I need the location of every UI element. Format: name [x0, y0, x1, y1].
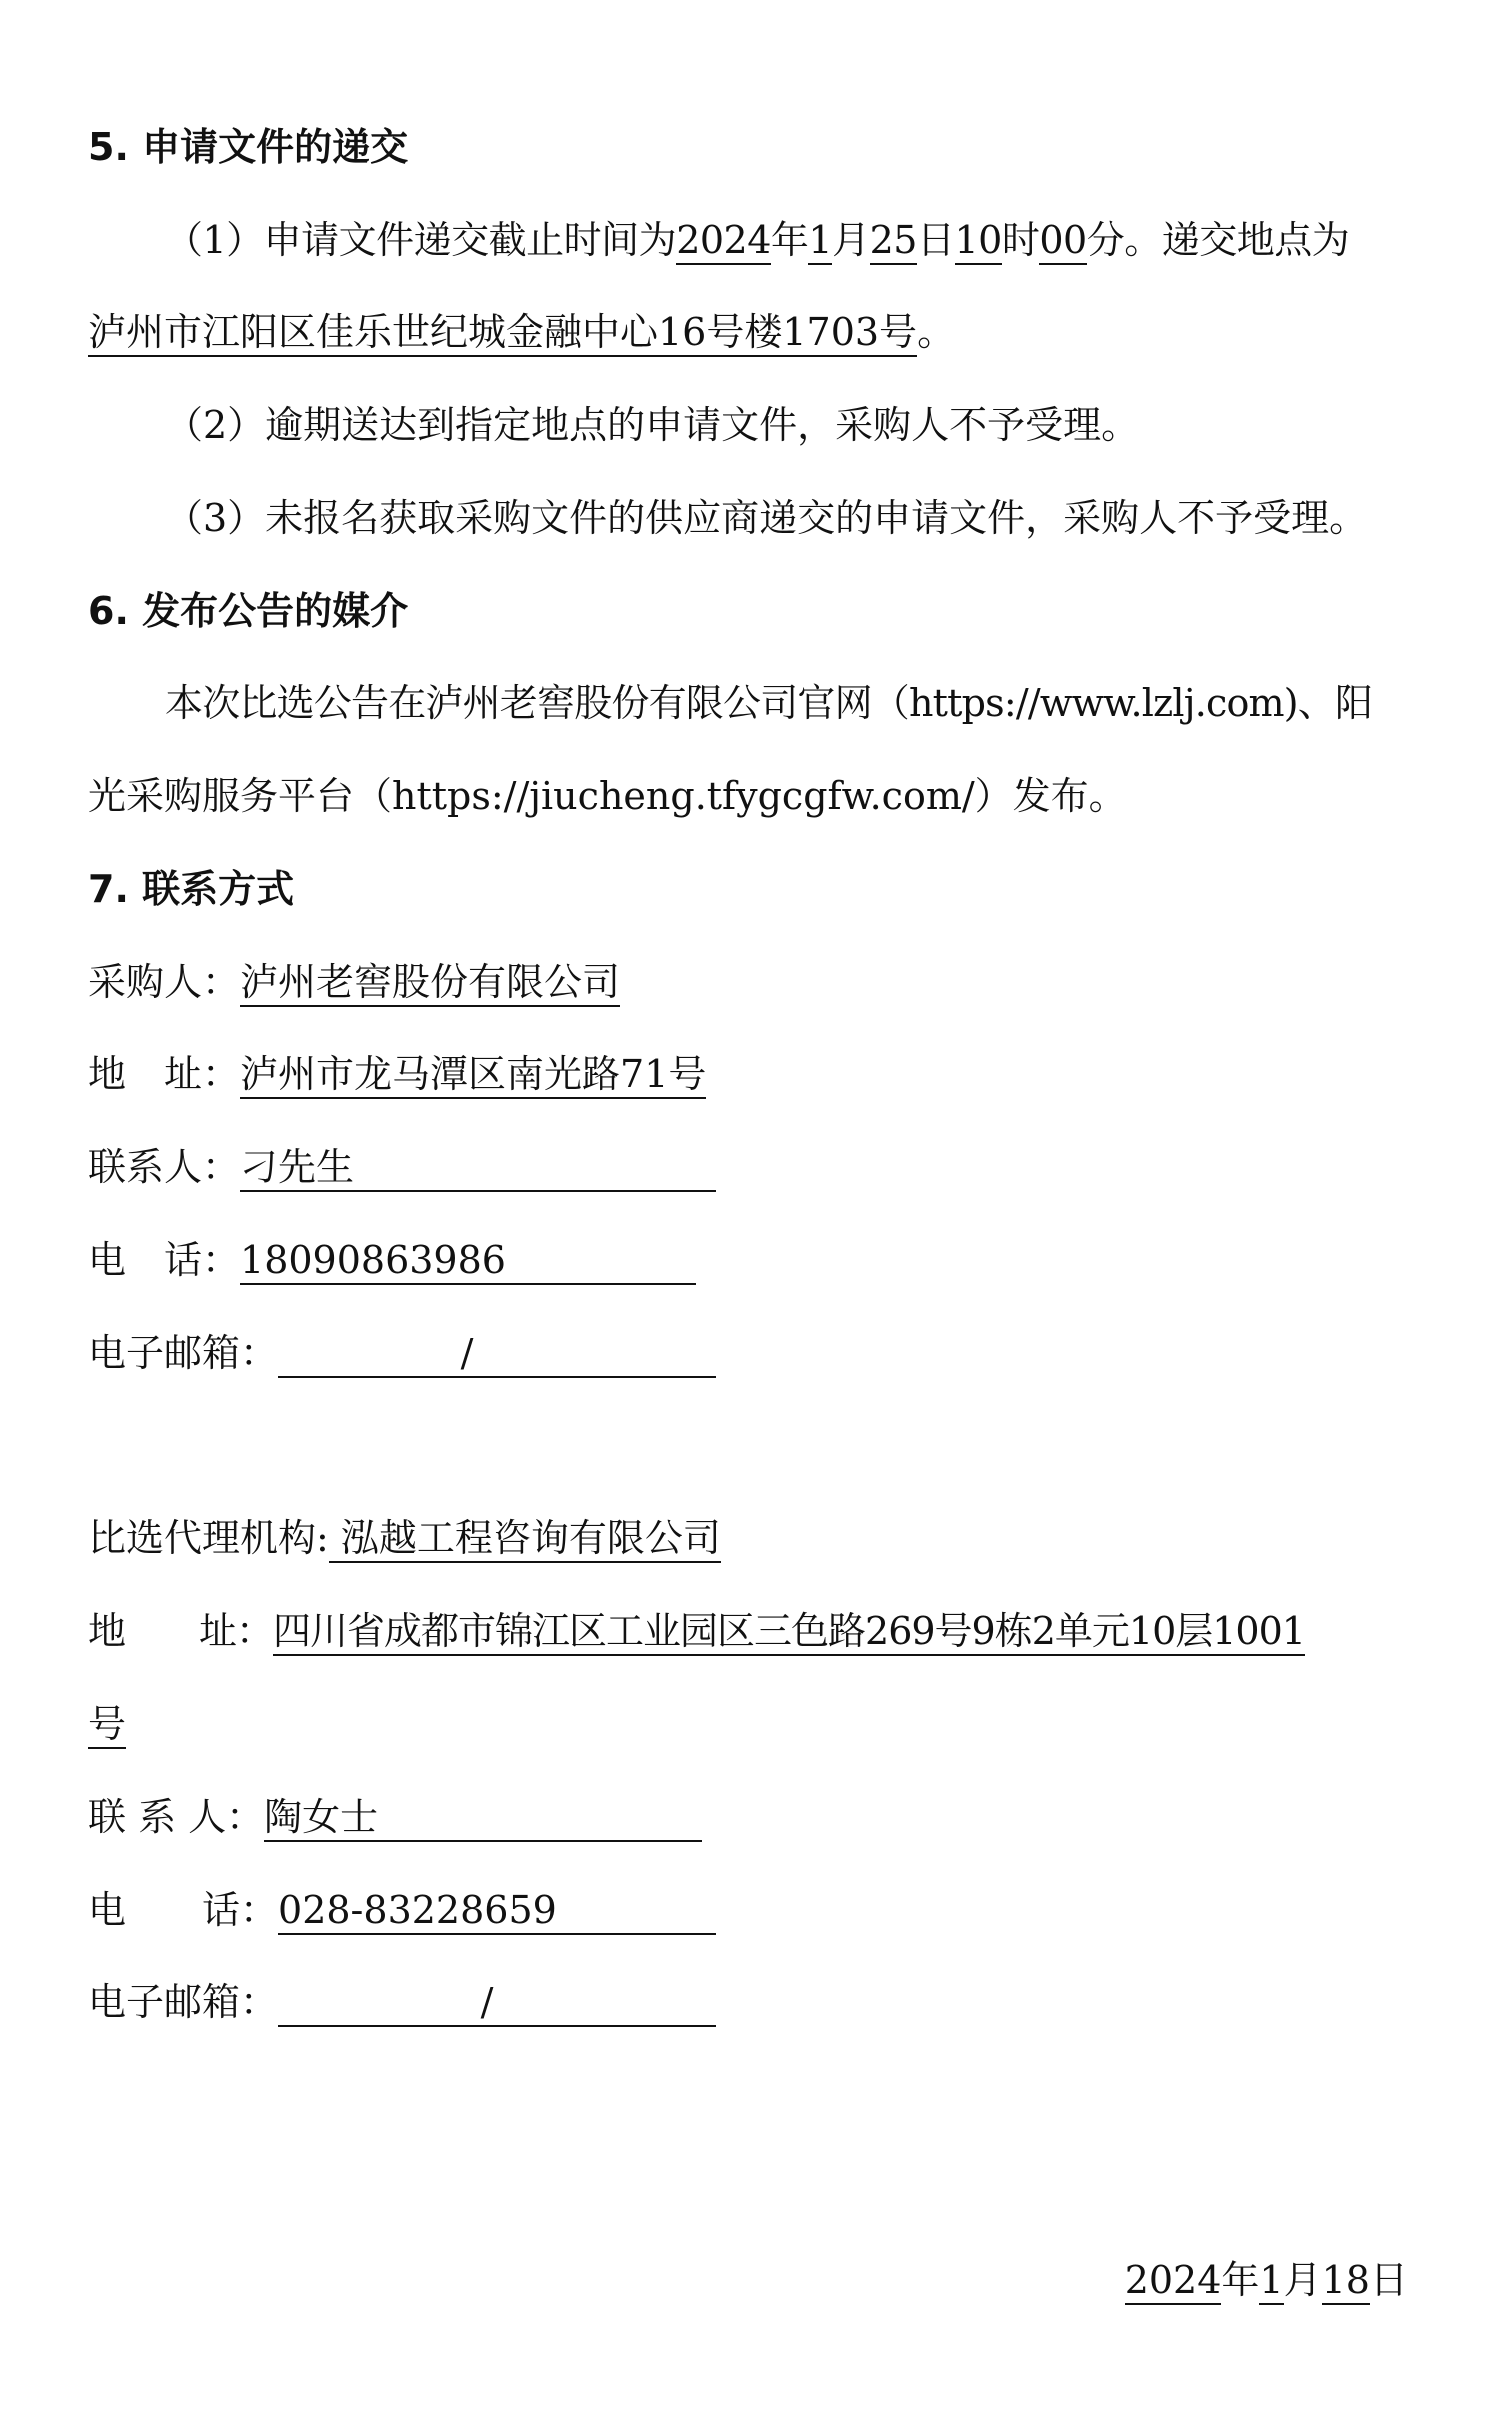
label: 电 话：: [88, 1888, 279, 1932]
purchaser-contact: 刁先生: [240, 1144, 716, 1192]
unit: 月: [832, 218, 870, 262]
agency-name: 泓越工程咨询有限公司: [329, 1515, 721, 1563]
unregistered-rule: （3）未报名获取采购文件的供应商递交的申请文件，采购人不予受理。: [165, 496, 1368, 540]
submission-location-line: [88, 306, 955, 358]
purchaser-phone-row: [88, 1234, 696, 1286]
purchaser-address: 泸州市龙马潭区南光路71号: [240, 1051, 706, 1099]
unit: 日: [916, 218, 955, 262]
agency-address-row: [88, 1605, 1305, 1657]
agency-email: /: [278, 1979, 716, 2027]
purchaser-email: /: [278, 1330, 716, 1378]
media-line-1: 本次比选公告在泸州老窖股份有限公司官网（https://www.lzlj.com)、阳: [165, 681, 1373, 725]
deadline-minute: 00: [1039, 217, 1086, 265]
agency-phone: 028-83228659: [278, 1887, 716, 1935]
deadline-hour: 10: [955, 217, 1002, 265]
label: 电 话：: [88, 1238, 241, 1282]
unit: 分。递交地点为: [1086, 218, 1350, 262]
label: 采购人：: [88, 960, 241, 1004]
section-6-heading: 6. 发布公告的媒介: [88, 589, 409, 633]
label: 联系人：: [88, 1145, 241, 1189]
agency-contact-row: [88, 1791, 702, 1843]
unit: 日: [1369, 2258, 1408, 2302]
unit: 月: [1283, 2258, 1322, 2302]
media-line-2: 光采购服务平台（https://jiucheng.tfygcgfw.com/）发布。: [88, 774, 1127, 818]
unit: 时: [1001, 218, 1040, 262]
agency-phone-row: [88, 1884, 716, 1936]
punct: 。: [917, 310, 956, 354]
document-date: [1125, 2254, 1408, 2306]
agency-contact: 陶女士: [264, 1794, 702, 1842]
agency-email-row: [88, 1976, 716, 2028]
agency-address: 四川省成都市锦江区工业园区三色路269号9栋2单元10层1001: [273, 1608, 1305, 1656]
date-day: 18: [1322, 2257, 1370, 2305]
deadline-paragraph: [165, 214, 1349, 266]
submission-location: 泸州市江阳区佳乐世纪城金融中心16号楼1703号: [88, 309, 917, 357]
section-5-heading: 5. 申请文件的递交: [88, 125, 409, 169]
deadline-year: 2024: [676, 217, 771, 265]
deadline-month: 1: [808, 217, 832, 265]
label: 联 系 人：: [88, 1795, 265, 1839]
label: 电子邮箱：: [88, 1980, 279, 2024]
date-month: 1: [1259, 2257, 1283, 2305]
purchaser-name: 泸州老窖股份有限公司: [240, 959, 620, 1007]
unit: 年: [1221, 2258, 1260, 2302]
deadline-prefix: （1）申请文件递交截止时间为: [165, 218, 677, 262]
deadline-day: 25: [870, 217, 917, 265]
purchaser-phone: 18090863986: [240, 1237, 696, 1285]
section-7-heading: 7. 联系方式: [88, 867, 295, 911]
agency-address-cont: [88, 1698, 126, 1750]
agency-name-row: [88, 1512, 721, 1564]
label: 比选代理机构:: [88, 1516, 329, 1560]
label: 电子邮箱：: [88, 1331, 279, 1375]
late-submission-rule: （2）逾期送达到指定地点的申请文件，采购人不予受理。: [165, 403, 1140, 447]
date-year: 2024: [1125, 2257, 1222, 2305]
purchaser-address-row: [88, 1048, 706, 1100]
label: 地 址：: [88, 1052, 241, 1096]
agency-address-continued: 号: [88, 1701, 126, 1749]
purchaser-contact-row: [88, 1141, 716, 1193]
purchaser-name-row: [88, 956, 620, 1008]
label: 地 址：: [88, 1609, 274, 1653]
unit: 年: [770, 218, 809, 262]
purchaser-email-row: [88, 1327, 716, 1379]
